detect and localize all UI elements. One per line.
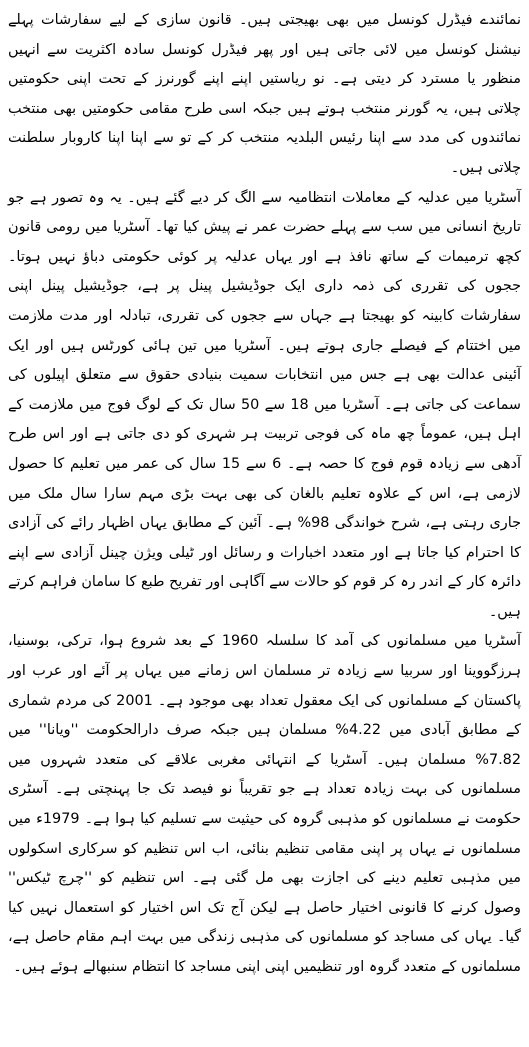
paragraph-government: نمائندے فیڈرل کونسل میں بھی بھیجتی ہیں۔ قانون سازی کے لیے سفارشات پہلے نیشنل کونسل میں لائی جاتی ہیں اور پھر فیڈرل کونسل سادہ اکثریت سے انہیں منظور یا مسترد کر دیتی ہے۔ نو ریاستیں اپنے اپنے گورنرز کے تحت اپنی حکومتیں چلاتی ہیں، یہ گورنر منتخب ہوتے ہیں جبکہ اسی طرح مقامی حکومتیں بھی منتخب نمائندوں کی مدد سے اپنا رئیس البلدیہ منتخب کر کے تو سے اپنا اپنا کاروبار سلطنت چلاتی ہیں۔: [8, 12, 521, 176]
paragraph-judiciary: آسٹریا میں عدلیہ کے معاملات انتظامیہ سے الگ کر دیے گئے ہیں۔ یہ وہ تصور ہے جو تاریخ انسانی میں سب سے پہلے حضرت عمر نے پیش کیا تھا۔ آسٹریا میں رومی قانون کچھ ترمیمات کے ساتھ نافذ ہے اور یہاں عدلیہ پر کوئی حکومتی دباؤ نہیں ہوتا۔ ججوں کی تقرری کی ذمہ داری ایک جوڈیشیل پینل پر ہے، جوڈیشیل پینل اپنی سفارشات کابینہ کو بھیجتا ہے جہاں سے ججوں کی تقرری، تبادلہ اور مدت ملازمت میں اختتام کے فیصلے جاری ہوتے ہیں۔ آسٹریا میں تین ہائی کورٹس ہیں اور ایک آئینی عدالت بھی ہے جس میں انتخابات سمیت بنیادی حقوق سے متعلق اپیلوں کی سماعت کی جاتی ہے۔ آسٹریا میں 18 سے 50 سال تک کے لوگ فوج میں ملازمت کے اہل ہیں، عموماً چھ ماہ کی فوجی تربیت ہر شہری کو دی جاتی ہے اور اس طرح آدھی سے زیادہ قوم فوج کا حصہ ہے۔ 6 سے 15 سال کی عمر میں تعلیم کا حصول لازمی ہے، اس کے علاوہ تعلیم بالغان کی بھی بہت بڑی مہم سارا سال ملک میں جاری رہتی ہے، شرح خواندگی 98% ہے۔ آئین کے مطابق یہاں اظہار رائے کی آزادی کا احترام کیا جاتا ہے اور متعدد اخبارات و رسائل اور ٹیلی ویژن چینل آزادی سے اپنے دائرہ کار کے اندر رہ کر قوم کو حالات سے آگاہی اور تفریح طبع کا سامان فراہم کرتے ہیں۔: [8, 189, 522, 620]
paragraph-muslims: آسٹریا میں مسلمانوں کی آمد کا سلسلہ 1960 کے بعد شروع ہوا، ترکی، بوسنیا، ہرزگووینا اور سربیا سے زیادہ تر مسلمان اس زمانے میں یہاں پر آئے اور عرب اور پاکستان کے مسلمانوں کی ایک معقول تعداد بھی موجود ہے۔ 2001 کی مردم شماری کے مطابق آبادی میں 4.22% مسلمان ہیں جبکہ صرف دارالحکومت ''ویانا'' میں 7.82% مسلمان ہیں۔ آسٹریا کے انتہائی مغربی علاقے کی متعدد شہروں میں مسلمانوں کی بہت زیادہ تعداد ہے جو تقریباً نو فیصد تک جا پہنچتی ہے۔ آسٹری حکومت نے مسلمانوں کو مذہبی گروہ کی حیثیت سے تسلیم کیا ہوا ہے۔ 1979ء میں مسلمانوں نے یہاں پر اپنی مقامی تنظیم بنائی، اب اس تنظیم کو سرکاری اسکولوں میں مذہبی تعلیم دینے کی اجازت بھی مل گئی ہے۔ اس تنظیم کو ''چرچ ٹیکس'' وصول کرنے کا قانونی اختیار حاصل ہے لیکن آج تک اس اختیار کو استعمال نہیں کیا گیا۔ یہاں کی مساجد کو مسلمانوں کی مذہبی زندگی میں بہت اہم مقام حاصل ہے، مسلمانوں کے متعدد گروہ اور تنظیمیں اپنی اپنی مساجد کا انتظام سنبھالے ہوئے ہیں۔: [8, 633, 522, 975]
